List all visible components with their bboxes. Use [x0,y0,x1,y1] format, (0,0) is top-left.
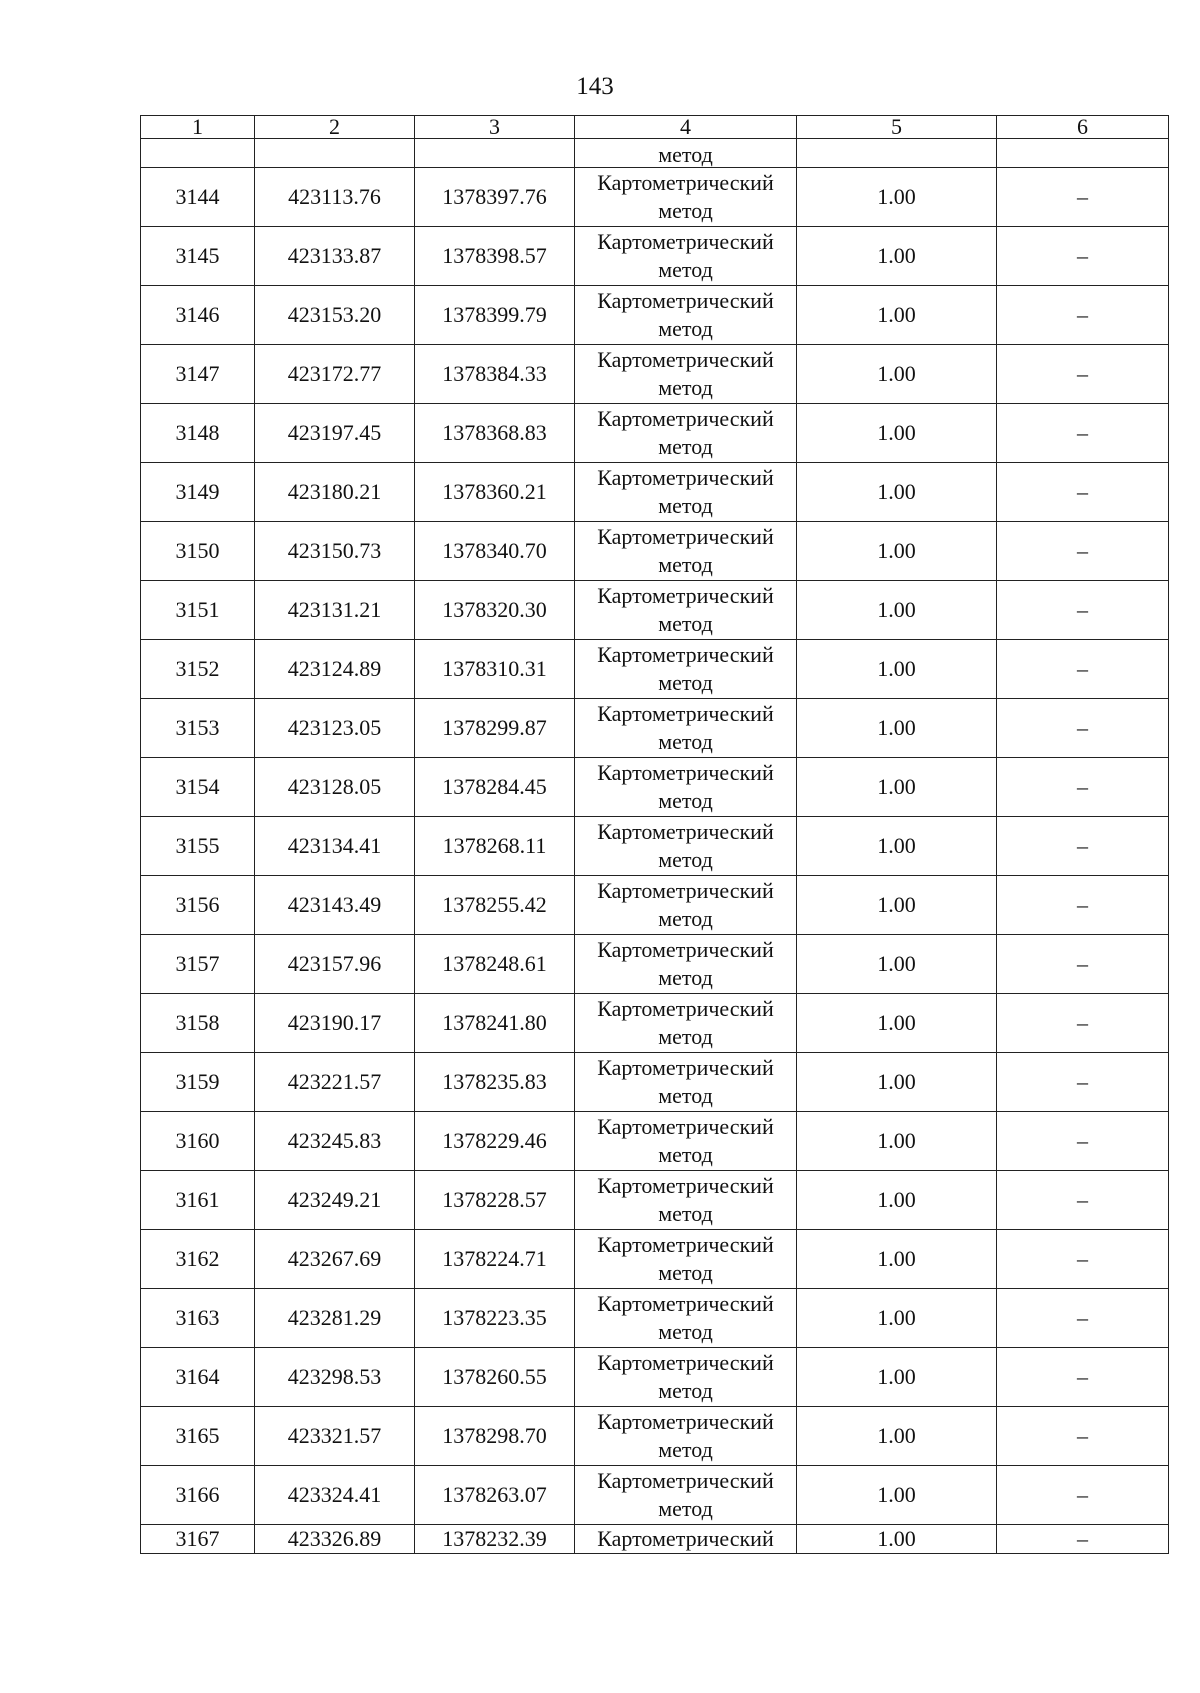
y-coordinate-cell: 1378284.45 [415,758,575,817]
method-line-2: метод [658,316,713,341]
table-row [141,935,1169,994]
method-line-2: метод [658,1260,713,1285]
description-cell: – [997,1289,1169,1348]
table-row [141,876,1169,935]
method-line-2: метод [658,906,713,931]
method-line-1: Картометрический [597,1291,774,1316]
method-line-1: Картометрический [597,1468,774,1493]
x-coordinate-cell: 423131.21 [255,581,415,640]
method-cell [575,1230,797,1289]
continuation-row [141,139,1169,168]
table-row [141,227,1169,286]
method-line-2: метод [658,493,713,518]
description-cell: – [997,1348,1169,1407]
point-number-cell: 3145 [141,227,255,286]
method-cell [575,1348,797,1407]
point-number-cell: 3163 [141,1289,255,1348]
table-cell [255,139,415,168]
method-line-1: Картометрический [597,1173,774,1198]
method-line-1: Картометрический [597,1114,774,1139]
accuracy-cell: 1.00 [797,640,997,699]
method-line-1: Картометрический [597,288,774,313]
y-coordinate-cell: 1378368.83 [415,404,575,463]
method-line-2: метод [658,788,713,813]
point-number-cell: 3148 [141,404,255,463]
y-coordinate-cell: 1378224.71 [415,1230,575,1289]
table-row [141,463,1169,522]
accuracy-cell: 1.00 [797,1112,997,1171]
method-line-2: метод [658,434,713,459]
point-number-cell: 3160 [141,1112,255,1171]
y-coordinate-cell: 1378232.39 [415,1525,575,1554]
method-line-2: метод [658,965,713,990]
method-line-2: метод [658,1142,713,1167]
method-cell [575,1053,797,1112]
description-cell: – [997,1053,1169,1112]
point-number-cell: 3158 [141,994,255,1053]
y-coordinate-cell: 1378263.07 [415,1466,575,1525]
point-number-cell: 3159 [141,1053,255,1112]
table-row [141,1348,1169,1407]
accuracy-cell: 1.00 [797,935,997,994]
point-number-cell: 3150 [141,522,255,581]
point-number-cell: 3149 [141,463,255,522]
method-cell [575,345,797,404]
method-cell [575,581,797,640]
page-number: 143 [576,73,614,100]
y-coordinate-cell: 1378223.35 [415,1289,575,1348]
method-line-1: Картометрический [597,406,774,431]
y-coordinate-cell: 1378298.70 [415,1407,575,1466]
description-cell: – [997,286,1169,345]
accuracy-cell: 1.00 [797,345,997,404]
accuracy-cell: 1.00 [797,699,997,758]
description-cell: – [997,227,1169,286]
table-cell [997,139,1169,168]
method-line-1: Картометрический [597,1055,774,1080]
accuracy-cell: 1.00 [797,522,997,581]
x-coordinate-cell: 423123.05 [255,699,415,758]
method-line-2: метод [658,1378,713,1403]
method-line-2: метод [658,1319,713,1344]
table-row [141,404,1169,463]
point-number-cell: 3154 [141,758,255,817]
table-row [141,1230,1169,1289]
point-number-cell: 3167 [141,1525,255,1554]
description-cell: – [997,522,1169,581]
method-line-2: метод [658,1083,713,1108]
method-line-2: метод [658,670,713,695]
method-continuation-cell: метод [575,139,797,168]
x-coordinate-cell: 423133.87 [255,227,415,286]
method-line-2: метод [658,375,713,400]
method-cell: Картометрический [575,1525,797,1554]
x-coordinate-cell: 423143.49 [255,876,415,935]
description-cell: – [997,168,1169,227]
method-line-1: Картометрический [597,642,774,667]
x-coordinate-cell: 423197.45 [255,404,415,463]
method-line-1: Картометрический [597,583,774,608]
table-row [141,758,1169,817]
method-line-2: метод [658,257,713,282]
y-coordinate-cell: 1378360.21 [415,463,575,522]
method-cell [575,935,797,994]
y-coordinate-cell: 1378397.76 [415,168,575,227]
table-row [141,1289,1169,1348]
method-cell [575,876,797,935]
accuracy-cell: 1.00 [797,1348,997,1407]
accuracy-cell: 1.00 [797,994,997,1053]
accuracy-cell: 1.00 [797,876,997,935]
x-coordinate-cell: 423190.17 [255,994,415,1053]
x-coordinate-cell: 423157.96 [255,935,415,994]
method-cell [575,1289,797,1348]
x-coordinate-cell: 423221.57 [255,1053,415,1112]
y-coordinate-cell: 1378241.80 [415,994,575,1053]
description-cell: – [997,876,1169,935]
table-row [141,1171,1169,1230]
y-coordinate-cell: 1378340.70 [415,522,575,581]
y-coordinate-cell: 1378398.57 [415,227,575,286]
x-coordinate-cell: 423324.41 [255,1466,415,1525]
y-coordinate-cell: 1378384.33 [415,345,575,404]
column-header-6: 6 [997,116,1169,139]
method-line-1: Картометрический [597,996,774,1021]
accuracy-cell: 1.00 [797,1525,997,1554]
y-coordinate-cell: 1378320.30 [415,581,575,640]
method-cell [575,699,797,758]
method-line-1: Картометрический [597,1409,774,1434]
table-row [141,1053,1169,1112]
method-cell [575,994,797,1053]
description-cell: – [997,994,1169,1053]
table-row [141,168,1169,227]
x-coordinate-cell: 423128.05 [255,758,415,817]
description-cell: – [997,935,1169,994]
column-header-5: 5 [797,116,997,139]
point-number-cell: 3151 [141,581,255,640]
y-coordinate-cell: 1378310.31 [415,640,575,699]
accuracy-cell: 1.00 [797,1407,997,1466]
x-coordinate-cell: 423172.77 [255,345,415,404]
method-line-2: метод [658,847,713,872]
coordinates-table [140,115,1169,1554]
accuracy-cell: 1.00 [797,1053,997,1112]
point-number-cell: 3157 [141,935,255,994]
y-coordinate-cell: 1378229.46 [415,1112,575,1171]
description-cell: – [997,758,1169,817]
method-cell [575,1407,797,1466]
point-number-cell: 3166 [141,1466,255,1525]
y-coordinate-cell: 1378228.57 [415,1171,575,1230]
accuracy-cell: 1.00 [797,463,997,522]
table-row [141,581,1169,640]
accuracy-cell: 1.00 [797,1466,997,1525]
point-number-cell: 3152 [141,640,255,699]
table-cell [141,139,255,168]
method-line-2: метод [658,1496,713,1521]
table-row [141,1407,1169,1466]
table-row [141,817,1169,876]
description-cell: – [997,1112,1169,1171]
method-line-1: Картометрический [597,878,774,903]
table-row [141,522,1169,581]
method-cell [575,404,797,463]
table-cell [797,139,997,168]
accuracy-cell: 1.00 [797,817,997,876]
method-line-1: Картометрический [597,937,774,962]
description-cell: – [997,1407,1169,1466]
x-coordinate-cell: 423113.76 [255,168,415,227]
description-cell: – [997,1171,1169,1230]
accuracy-cell: 1.00 [797,404,997,463]
accuracy-cell: 1.00 [797,1171,997,1230]
method-cell [575,168,797,227]
method-line-2: метод [658,729,713,754]
method-line-1: Картометрический [597,1232,774,1257]
x-coordinate-cell: 423326.89 [255,1525,415,1554]
accuracy-cell: 1.00 [797,227,997,286]
x-coordinate-cell: 423298.53 [255,1348,415,1407]
table-row [141,345,1169,404]
point-number-cell: 3147 [141,345,255,404]
column-header-2: 2 [255,116,415,139]
method-cell [575,286,797,345]
method-cell [575,1112,797,1171]
method-line-1: Картометрический [597,760,774,785]
point-number-cell: 3162 [141,1230,255,1289]
point-number-cell: 3164 [141,1348,255,1407]
x-coordinate-cell: 423321.57 [255,1407,415,1466]
accuracy-cell: 1.00 [797,581,997,640]
x-coordinate-cell: 423134.41 [255,817,415,876]
x-coordinate-cell: 423150.73 [255,522,415,581]
description-cell: – [997,699,1169,758]
method-line-2: метод [658,1437,713,1462]
method-line-1: Картометрический [597,347,774,372]
method-line-2: метод [658,611,713,636]
point-number-cell: 3156 [141,876,255,935]
point-number-cell: 3146 [141,286,255,345]
column-header-4: 4 [575,116,797,139]
y-coordinate-cell: 1378268.11 [415,817,575,876]
method-line-2: метод [658,1024,713,1049]
method-line-1: Картометрический [597,170,774,195]
accuracy-cell: 1.00 [797,758,997,817]
method-cell [575,522,797,581]
description-cell: – [997,404,1169,463]
method-cell [575,758,797,817]
description-cell: – [997,1466,1169,1525]
y-coordinate-cell: 1378260.55 [415,1348,575,1407]
table-row [141,286,1169,345]
table-row [141,699,1169,758]
point-number-cell: 3161 [141,1171,255,1230]
column-header-3: 3 [415,116,575,139]
description-cell: – [997,640,1169,699]
method-cell [575,227,797,286]
method-line-1: Картометрический [597,701,774,726]
table-row [141,1112,1169,1171]
column-header-1: 1 [141,116,255,139]
method-line-1: Картометрический [597,1350,774,1375]
method-cell [575,817,797,876]
x-coordinate-cell: 423153.20 [255,286,415,345]
y-coordinate-cell: 1378248.61 [415,935,575,994]
x-coordinate-cell: 423249.21 [255,1171,415,1230]
method-line-1: Картометрический [597,229,774,254]
method-line-1: Картометрический [597,524,774,549]
x-coordinate-cell: 423180.21 [255,463,415,522]
method-line-1: Картометрический [597,465,774,490]
point-number-cell: 3144 [141,168,255,227]
method-cell [575,640,797,699]
description-cell: – [997,581,1169,640]
y-coordinate-cell: 1378299.87 [415,699,575,758]
table-header-row [141,116,1169,139]
method-line-2: метод [658,198,713,223]
point-number-cell: 3153 [141,699,255,758]
table-cell [415,139,575,168]
y-coordinate-cell: 1378399.79 [415,286,575,345]
y-coordinate-cell: 1378235.83 [415,1053,575,1112]
point-number-cell: 3155 [141,817,255,876]
point-number-cell: 3165 [141,1407,255,1466]
description-cell: – [997,1525,1169,1554]
x-coordinate-cell: 423245.83 [255,1112,415,1171]
method-cell [575,1466,797,1525]
table-row [141,994,1169,1053]
description-cell: – [997,345,1169,404]
method-cell [575,1171,797,1230]
table-row [141,1466,1169,1525]
x-coordinate-cell: 423124.89 [255,640,415,699]
x-coordinate-cell: 423267.69 [255,1230,415,1289]
accuracy-cell: 1.00 [797,286,997,345]
accuracy-cell: 1.00 [797,1230,997,1289]
description-cell: – [997,1230,1169,1289]
method-line-2: метод [658,1201,713,1226]
x-coordinate-cell: 423281.29 [255,1289,415,1348]
description-cell: – [997,463,1169,522]
y-coordinate-cell: 1378255.42 [415,876,575,935]
table-row [141,1525,1169,1554]
accuracy-cell: 1.00 [797,168,997,227]
accuracy-cell: 1.00 [797,1289,997,1348]
method-cell [575,463,797,522]
method-line-1: Картометрический [597,819,774,844]
description-cell: – [997,817,1169,876]
method-line-2: метод [658,552,713,577]
table-row [141,640,1169,699]
